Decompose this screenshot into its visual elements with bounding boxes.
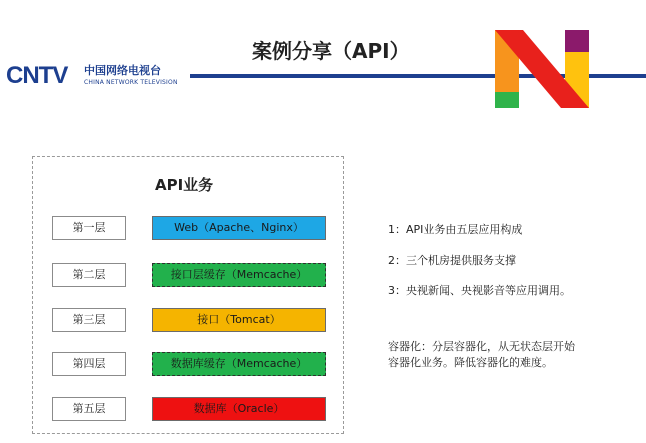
- note-item-1: 1：API业务由五层应用构成: [388, 223, 523, 236]
- logo-cn-text: 中国网络电视台: [84, 64, 161, 77]
- cntv-logo: [6, 62, 186, 96]
- api-diagram-frame: [32, 156, 344, 434]
- layer-4-label: 第四层: [52, 352, 126, 376]
- layer-2-label: 第二层: [52, 263, 126, 287]
- logo-en-text: CHINA NETWORK TELEVISION: [84, 79, 178, 86]
- n-brand-icon: [493, 28, 593, 110]
- logo-text: CNTV: [6, 62, 68, 89]
- page-title: 案例分享（API）: [252, 39, 410, 63]
- n-left-bottom: [495, 92, 519, 108]
- note-item-3: 3：央视新闻、央视影音等应用调用。: [388, 284, 571, 297]
- note-item-2: 2：三个机房提供服务支撑: [388, 254, 516, 267]
- layer-1-bar: Web（Apache、Nginx）: [152, 216, 326, 240]
- n-right-top: [565, 30, 589, 52]
- layer-3-label: 第三层: [52, 308, 126, 332]
- layer-4-bar: 数据库缓存（Memcache）: [152, 352, 326, 376]
- layer-5-bar: 数据库（Oracle）: [152, 397, 326, 421]
- layer-1-label: 第一层: [52, 216, 126, 240]
- container-note-line-1: 容器化：分层容器化，从无状态层开始: [388, 340, 575, 353]
- diagram-title: API业务: [155, 176, 214, 194]
- container-note-line-2: 容器化业务。降低容器化的难度。: [388, 356, 553, 369]
- layer-5-label: 第五层: [52, 397, 126, 421]
- layer-3-bar: 接口（Tomcat）: [152, 308, 326, 332]
- layer-2-bar: 接口层缓存（Memcache）: [152, 263, 326, 287]
